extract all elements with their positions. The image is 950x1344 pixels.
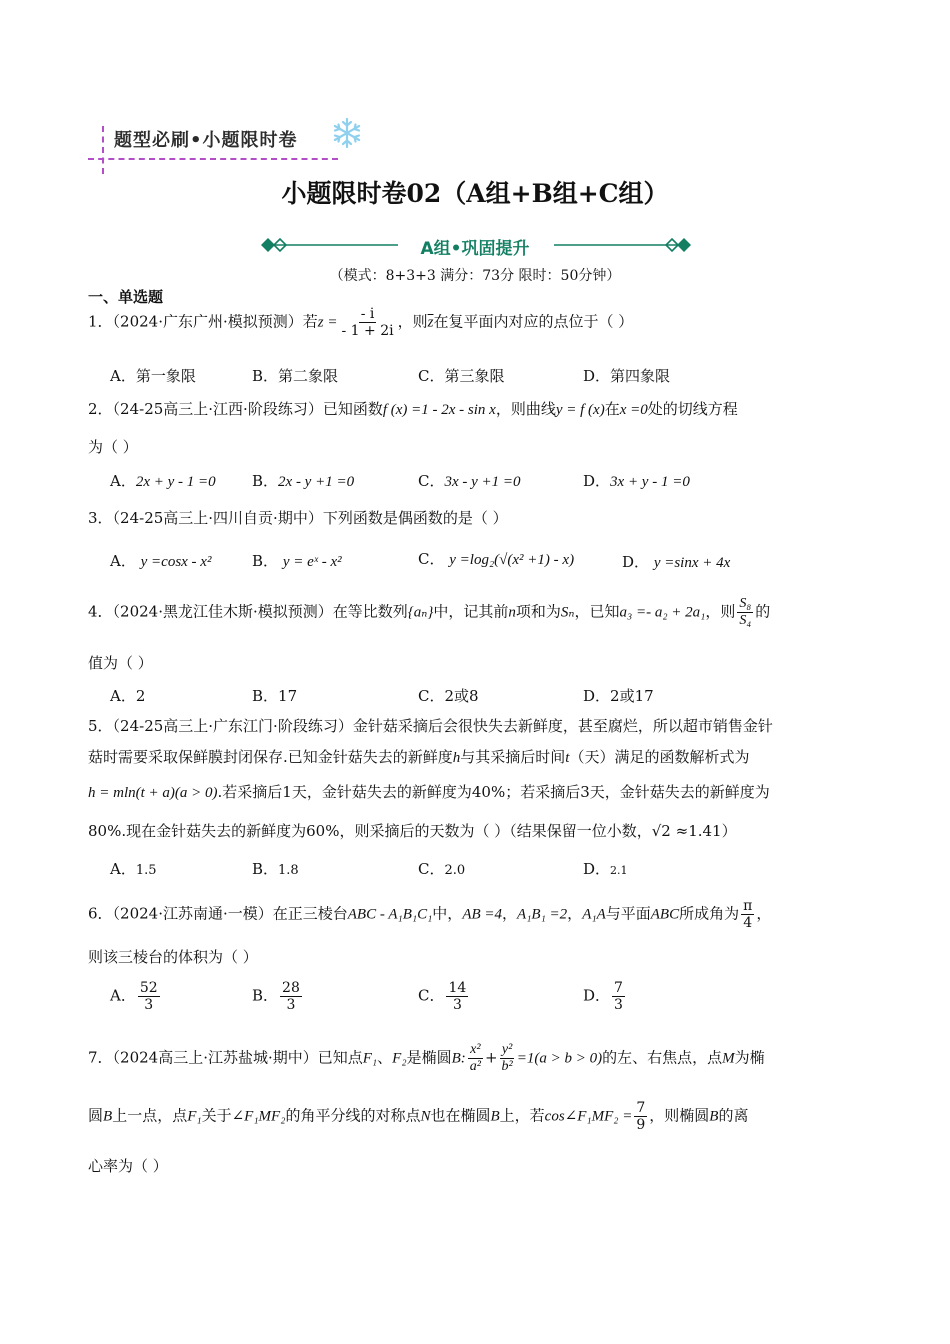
q7-cos-num: 7: [636, 1100, 646, 1116]
q6-sep-2: ，: [567, 904, 583, 923]
q3-option-b-letter: B．: [252, 552, 279, 570]
question-3: [88, 507, 868, 529]
q5-t: t: [565, 750, 570, 766]
q6-sep: ，: [502, 904, 518, 923]
q7-text-k: ，则椭圆: [649, 1106, 710, 1125]
q5-formula: h = mln(t + a)(a > 0): [88, 785, 218, 801]
q2-option-c: [418, 470, 521, 491]
q7-text-j: 上，若: [499, 1106, 545, 1125]
q7-a2: a²: [469, 1059, 481, 1074]
q6-option-c-num: 14: [448, 980, 467, 996]
page-title: 小题限时卷02（A组+B组+C组）: [281, 179, 669, 208]
q4-text-a: （2024·黑龙江佳木斯·模拟预测）在等比数列: [112, 602, 408, 621]
q7-x-frac: [468, 1042, 483, 1075]
q3-option-d-math: y =sinx + 4x: [653, 555, 731, 571]
q4-option-d: D．2或17: [583, 687, 654, 705]
q4-option-c: C．2或8: [418, 687, 479, 705]
q2-option-b-math: 2x - y +1 =0: [278, 474, 355, 490]
q7-sep: 、: [377, 1048, 393, 1067]
q7-equation: =1(a > b > 0): [516, 1050, 603, 1067]
q6-angle-num: π: [743, 898, 753, 914]
q5-h: h: [452, 750, 461, 766]
q7-B2: B: [490, 1108, 500, 1125]
q6-option-b-letter: B．: [252, 986, 279, 1005]
q3-option-c: [418, 548, 574, 569]
q5-line-4: [88, 820, 868, 842]
q1-option-b: B．第二象限: [252, 367, 339, 385]
q2-option-a: [110, 470, 216, 491]
q6-option-a-den: 3: [144, 997, 154, 1013]
q5-line-3: [88, 781, 868, 804]
q5-pct-2: 80%: [88, 822, 122, 840]
q7-x2: x²: [470, 1042, 481, 1057]
q6-option-d-den: 3: [614, 997, 623, 1013]
q5-option-b: [252, 858, 299, 879]
q2-option-a-math: 2x + y - 1 =0: [135, 474, 216, 490]
q5-option-d: [583, 858, 628, 879]
q7-text-l: 的离: [718, 1106, 749, 1125]
q5-option-c-letter: C．: [418, 860, 445, 878]
q4-text-f: 的: [755, 602, 771, 621]
q6-option-b: [252, 980, 304, 1013]
q6-ab: AB =4: [462, 906, 503, 923]
q6-number: 6．: [88, 904, 113, 923]
q7-ellipse-b: B:: [451, 1050, 466, 1067]
q3-option-c-letter: C．: [418, 550, 445, 568]
exam-meta: （模式：8+3+3 满分：73分 限时：50分钟）: [329, 268, 621, 284]
q6-angle-den: 4: [743, 915, 753, 931]
q2-text-b: ，则曲线: [495, 400, 556, 418]
q7-line-2: [88, 1100, 878, 1133]
q5-option-c-value: 2.0: [444, 863, 466, 878]
q6-option-d-num: 7: [614, 980, 623, 996]
q5-day-3: 3: [580, 783, 590, 801]
q1-text-c: 在复平面内对应的点位于（ ）: [433, 312, 634, 331]
q7-plus: +: [484, 1048, 498, 1067]
q4-text-d: ，已知: [574, 602, 620, 621]
q6-option-c-den: 3: [452, 997, 462, 1013]
q6-a1a: A₁A: [582, 906, 606, 923]
q5-day-1: 1: [282, 783, 292, 801]
q6-option-b-num: 28: [282, 980, 300, 996]
q4-continuation: 值为（ ）: [88, 654, 153, 672]
q6-option-b-den: 3: [286, 997, 296, 1013]
q3-option-b: [252, 550, 342, 571]
q5-pct-1: 40%: [471, 783, 506, 801]
q5-option-d-letter: D．: [583, 860, 611, 878]
q4-text-c: 项和为: [515, 602, 561, 621]
q5-line-2b: 与其采摘后时间: [460, 748, 566, 766]
q7-angle: ∠F₁MF₂: [231, 1108, 286, 1125]
group-banner-label: A组•巩固提升: [420, 239, 530, 259]
q1-number: 1．: [88, 312, 113, 331]
q5-option-a: [110, 858, 157, 879]
q4-ratio-den: S₄: [739, 613, 752, 628]
q7-text-b: 是椭圆: [406, 1048, 452, 1067]
q1-option-c: C．第三象限: [418, 367, 505, 385]
q7-y2: y²: [501, 1042, 513, 1057]
q4-option-a: A．2: [110, 687, 146, 705]
q6-text-b: 中，: [432, 904, 463, 923]
q3-option-c-math: y =log₂(√(x² +1) - x): [449, 552, 575, 568]
q5-line-3a: .若采摘后: [217, 783, 283, 801]
q5-option-b-letter: B．: [252, 860, 279, 878]
q5-line-3c: ；若采摘后: [505, 783, 581, 801]
header-vertical-dashline: [102, 126, 104, 174]
q3-option-d-letter: D．: [622, 553, 650, 571]
q4-ratio-num: S₈: [739, 596, 752, 611]
q7-N: N: [420, 1108, 431, 1125]
q5-option-a-value: 1.5: [135, 863, 157, 878]
q7-M: M: [722, 1050, 735, 1067]
q1-option-a: A．第一象限: [110, 367, 196, 385]
q7-B1: B: [103, 1108, 113, 1125]
q3-option-b-math: y = eˣ - x²: [282, 554, 342, 570]
q7-text-g: 关于: [201, 1106, 232, 1125]
q3-option-a-letter: A．: [110, 552, 136, 570]
question-4: [88, 596, 868, 629]
q4-sequence: {aₙ}: [407, 604, 434, 621]
q7-text-i: 也在椭圆: [430, 1106, 491, 1125]
q2-option-b: [252, 470, 354, 491]
q5-option-d-value: 2.1: [610, 864, 628, 877]
q6-abc: ABC: [650, 906, 680, 923]
question-1: [88, 306, 868, 339]
q6-option-a: [110, 980, 162, 1013]
question-6: [88, 898, 878, 931]
q2-text-a: （24-25高三上·江西·阶段练习）已知函数: [112, 400, 383, 418]
q2-option-d-math: 3x + y - 1 =0: [610, 474, 690, 490]
q5-sqrt2: √2 ≈1.41: [651, 822, 722, 840]
brand-label: 题型必刷•小题限时卷: [114, 130, 298, 151]
q5-line-3b: 天，金针菇失去的新鲜度为: [291, 783, 472, 801]
q6-text-d: 所成角为: [679, 904, 740, 923]
q7-B3: B: [709, 1108, 719, 1125]
q5-line-1: （24-25高三上·广东江门·阶段练习）金针菇采摘后会很快失去新鲜度，甚至腐烂，所以超市销售金针: [112, 717, 773, 735]
q6-option-c: [418, 980, 470, 1013]
q4-text-e: ，则: [705, 602, 736, 621]
q6-angle: [741, 898, 754, 931]
q6-option-a-frac: [138, 980, 160, 1013]
q2-curve: y = f (x): [555, 402, 605, 418]
q3-option-a: [110, 550, 211, 571]
q7-number: 7．: [88, 1048, 113, 1067]
q2-number: 2．: [88, 400, 113, 418]
q1-zbar: $\overline{z}$: [427, 314, 434, 331]
question-7: [88, 1042, 878, 1075]
q6-text-e: ，: [756, 904, 772, 923]
q5-option-b-value: 1.8: [278, 863, 299, 878]
q5-line-2: [88, 746, 868, 769]
q5-line-2c: （天）满足的函数解析式为: [569, 748, 750, 766]
header-horizontal-dashline: [88, 158, 338, 160]
q7-cos-den: 9: [636, 1117, 646, 1133]
q2-option-b-letter: B．: [252, 472, 279, 490]
q2-continuation: 为（ ）: [88, 438, 138, 456]
q7-y-frac: [500, 1042, 515, 1075]
q6-prism: ABC - A₁B₁C₁: [347, 906, 433, 923]
q1-z-den: - 1 + 2i: [341, 323, 394, 339]
q2-option-d-letter: D．: [583, 472, 611, 490]
q5-line-4a: .现在金针菇失去的新鲜度为: [121, 822, 307, 840]
q5-pct-3: 60%: [306, 822, 340, 840]
q6-continuation: 则该三棱台的体积为（ ）: [88, 948, 258, 966]
q5-line-3d: 天，金针菇失去的新鲜度为: [589, 783, 770, 801]
section-heading: 一、单选题: [88, 288, 164, 306]
q2-text-c: 在: [604, 400, 620, 418]
q1-z-fraction: [339, 306, 395, 339]
q4-n: n: [508, 604, 516, 621]
q7-f2: F₂: [392, 1050, 407, 1067]
q6-option-d-letter: D．: [583, 986, 611, 1005]
q3-number: 3．: [88, 509, 113, 527]
q6-a1b1: A₁B₁ =2: [517, 906, 568, 923]
q6-text-c: 与平面: [605, 904, 651, 923]
q1-option-d: D．第四象限: [583, 367, 671, 385]
q2-option-d: [583, 470, 690, 491]
question-2: [88, 398, 868, 421]
q6-option-c-frac: [446, 980, 468, 1013]
q7-text-c: 的左、右焦点，点: [602, 1048, 723, 1067]
q6-option-b-frac: [280, 980, 302, 1013]
q5-number: 5．: [88, 717, 113, 735]
q7-text-e: 圆: [88, 1106, 104, 1125]
q7-f1b: F₁: [187, 1108, 202, 1125]
q5-line-4b: ，则采摘后的天数为（ ）（结果保留一位小数，: [339, 822, 652, 840]
q4-option-b: B．17: [252, 687, 298, 705]
q7-text-a: （2024高三上·江苏盐城·期中）已知点: [112, 1048, 363, 1067]
q1-text-b: ，则: [397, 312, 428, 331]
q7-cos-frac: [634, 1100, 647, 1133]
q7-text-f: 上一点，点: [112, 1106, 188, 1125]
q7-f1: F₁: [362, 1050, 378, 1067]
q7-text-d: 为椭: [734, 1048, 765, 1067]
q2-option-c-letter: C．: [418, 472, 445, 490]
q6-option-a-num: 52: [139, 980, 158, 996]
q6-option-a-letter: A．: [110, 986, 136, 1005]
q4-ratio: [737, 596, 753, 629]
q4-text-b: 中，记其前: [433, 602, 509, 621]
q5-line-4c: ）: [721, 822, 737, 840]
q2-function: f (x) =1 - 2x - sin x: [382, 402, 496, 418]
q2-option-c-math: 3x - y +1 =0: [444, 474, 521, 490]
q2-text-d: 处的切线方程: [647, 400, 738, 418]
q7-text-h: 的角平分线的对称点: [285, 1106, 421, 1125]
q4-Sn: Sₙ: [560, 604, 575, 621]
q1-z: z =: [317, 314, 338, 331]
snowflake-icon: [330, 116, 364, 150]
q2-point: x =0: [619, 402, 648, 418]
q5-option-a-letter: A．: [110, 860, 136, 878]
question-5: [88, 715, 868, 737]
q1-z-num: - i: [360, 306, 375, 322]
q5-option-c: [418, 858, 465, 879]
q4-condition: a₃ =- a₂ + 2a₁: [619, 604, 706, 621]
q6-option-d: [583, 980, 627, 1013]
q1-text: （2024·广东广州·模拟预测）若: [112, 312, 318, 331]
q6-option-d-frac: [612, 980, 625, 1013]
q5-line-2a: 菇时需要采取保鲜膜封闭保存.已知金针菇失去的新鲜度: [88, 748, 453, 766]
q7-b2: b²: [501, 1059, 513, 1074]
q3-option-a-math: y =cosx - x²: [140, 554, 212, 570]
q6-option-c-letter: C．: [418, 986, 445, 1005]
q4-number: 4．: [88, 602, 113, 621]
q2-option-a-letter: A．: [110, 472, 136, 490]
q6-text-a: （2024·江苏南通·一模）在正三棱台: [112, 904, 348, 923]
q7-cos: cos∠F₁MF₂ =: [544, 1108, 633, 1125]
q3-text: （24-25高三上·四川自贡·期中）下列函数是偶函数的是（ ）: [112, 509, 508, 527]
q3-option-d: [622, 551, 730, 572]
q7-continuation: 心率为（ ）: [88, 1157, 168, 1175]
